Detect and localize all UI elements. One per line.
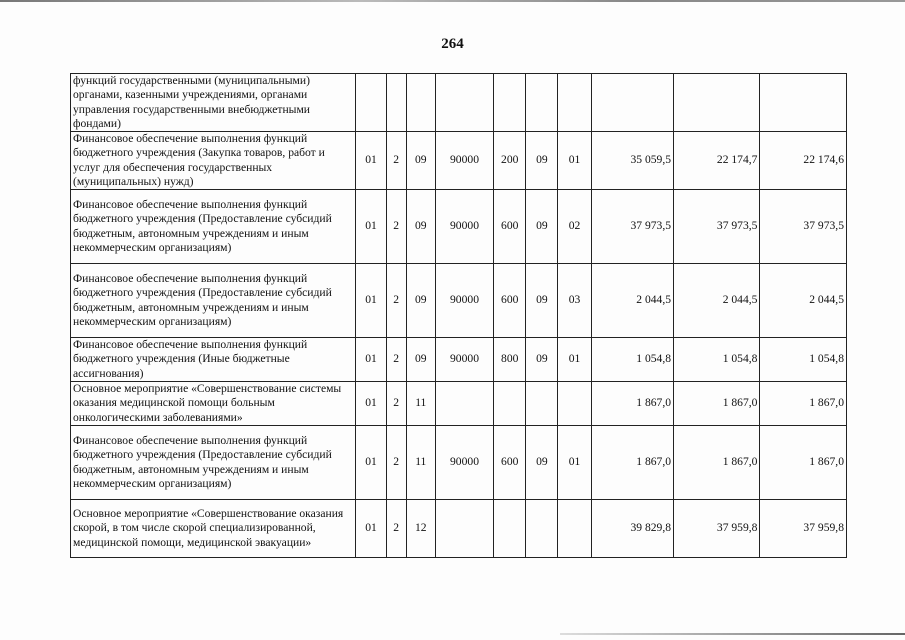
code-cell-c3: 09 [406,190,435,264]
row-description-cell: Финансовое обеспечение выполнения функций бюджетного учреждения (Предоставление субсидий бюджетным, автономным учреждениям и иным некоммерческим организациям) [71,426,356,500]
code-cell-c5 [494,382,526,426]
code-cell-c1: 01 [356,338,386,382]
table-row [71,382,847,426]
amount-cell-v1: 37 973,5 [591,190,673,264]
amount-cell-v2: 1 867,0 [674,426,760,500]
code-cell-c2: 2 [386,264,406,338]
code-cell-c6 [526,382,558,426]
code-cell-c3: 11 [406,426,435,500]
code-cell-c7 [558,500,591,558]
code-cell-c7 [558,382,591,426]
row-description-cell: Финансовое обеспечение выполнения функций бюджетного учреждения (Предоставление субсидий бюджетным, автономным учреждениям и иным некоммерческим организациям) [71,264,356,338]
code-cell-c4 [435,74,493,132]
code-cell-c4: 90000 [435,338,493,382]
code-cell-c4: 90000 [435,264,493,338]
code-cell-c5 [494,74,526,132]
amount-cell-v1: 35 059,5 [591,132,673,190]
row-description-cell: Финансовое обеспечение выполнения функций бюджетного учреждения (Закупка товаров, работ и услуг для обеспечения государственных (муниципальных) нужд) [71,132,356,190]
table-row [71,132,847,190]
amount-cell-v3: 1 867,0 [760,382,847,426]
code-cell-c1: 01 [356,426,386,500]
code-cell-c7: 01 [558,338,591,382]
amount-cell-v1: 1 867,0 [591,382,673,426]
table-row [71,264,847,338]
budget-table [70,73,847,558]
amount-cell-v3: 22 174,6 [760,132,847,190]
amount-cell-v3: 1 054,8 [760,338,847,382]
code-cell-c6: 09 [526,338,558,382]
code-cell-c3: 12 [406,500,435,558]
code-cell-c7: 03 [558,264,591,338]
code-cell-c2: 2 [386,190,406,264]
code-cell-c5: 200 [494,132,526,190]
amount-cell-v2: 2 044,5 [674,264,760,338]
code-cell-c2: 2 [386,338,406,382]
scan-edge-top [0,0,905,2]
code-cell-c3: 11 [406,382,435,426]
code-cell-c7 [558,74,591,132]
amount-cell-v1: 1 054,8 [591,338,673,382]
code-cell-c6 [526,500,558,558]
amount-cell-v1: 1 867,0 [591,426,673,500]
amount-cell-v3: 2 044,5 [760,264,847,338]
amount-cell-v2: 37 959,8 [674,500,760,558]
amount-cell-v2: 22 174,7 [674,132,760,190]
code-cell-c2: 2 [386,382,406,426]
code-cell-c3 [406,74,435,132]
amount-cell-v1: 39 829,8 [591,500,673,558]
code-cell-c4 [435,500,493,558]
code-cell-c6: 09 [526,264,558,338]
code-cell-c1: 01 [356,382,386,426]
code-cell-c2: 2 [386,500,406,558]
row-description-cell: Финансовое обеспечение выполнения функций бюджетного учреждения (Предоставление субсидий бюджетным, автономным учреждениям и иным некоммерческим организациям) [71,190,356,264]
row-description-cell: Основное мероприятие «Совершенствование оказания скорой, в том числе скорой специализированной, медицинской помощи, медицинской эвакуации» [71,500,356,558]
code-cell-c2 [386,74,406,132]
code-cell-c6 [526,74,558,132]
amount-cell-v1 [591,74,673,132]
amount-cell-v3 [760,74,847,132]
table-row [71,190,847,264]
amount-cell-v1: 2 044,5 [591,264,673,338]
table-row [71,426,847,500]
code-cell-c3: 09 [406,338,435,382]
amount-cell-v2: 1 054,8 [674,338,760,382]
row-description-cell: функций государственными (муниципальными) органами, казенными учреждениями, органами управления государственными внебюджетными фондами) [71,74,356,132]
code-cell-c1: 01 [356,500,386,558]
code-cell-c1: 01 [356,132,386,190]
code-cell-c3: 09 [406,264,435,338]
code-cell-c5: 600 [494,190,526,264]
amount-cell-v2: 1 867,0 [674,382,760,426]
code-cell-c3: 09 [406,132,435,190]
row-description-cell: Финансовое обеспечение выполнения функций бюджетного учреждения (Иные бюджетные ассигнования) [71,338,356,382]
code-cell-c4 [435,382,493,426]
code-cell-c5: 600 [494,426,526,500]
code-cell-c6: 09 [526,426,558,500]
code-cell-c7: 02 [558,190,591,264]
code-cell-c5: 600 [494,264,526,338]
code-cell-c4: 90000 [435,190,493,264]
amount-cell-v2 [674,74,760,132]
code-cell-c6: 09 [526,132,558,190]
page-number: 264 [441,36,464,52]
amount-cell-v3: 1 867,0 [760,426,847,500]
code-cell-c2: 2 [386,132,406,190]
code-cell-c1: 01 [356,190,386,264]
row-description-cell: Основное мероприятие «Совершенствование системы оказания медицинской помощи больным онкологическими заболеваниями» [71,382,356,426]
amount-cell-v3: 37 973,5 [760,190,847,264]
code-cell-c2: 2 [386,426,406,500]
code-cell-c4: 90000 [435,132,493,190]
scan-edge-bottom [560,633,905,635]
table-row [71,74,847,132]
code-cell-c1: 01 [356,264,386,338]
table-row [71,500,847,558]
code-cell-c7: 01 [558,426,591,500]
code-cell-c6: 09 [526,190,558,264]
code-cell-c5: 800 [494,338,526,382]
code-cell-c7: 01 [558,132,591,190]
code-cell-c1 [356,74,386,132]
code-cell-c5 [494,500,526,558]
amount-cell-v3: 37 959,8 [760,500,847,558]
table-row [71,338,847,382]
code-cell-c4: 90000 [435,426,493,500]
amount-cell-v2: 37 973,5 [674,190,760,264]
